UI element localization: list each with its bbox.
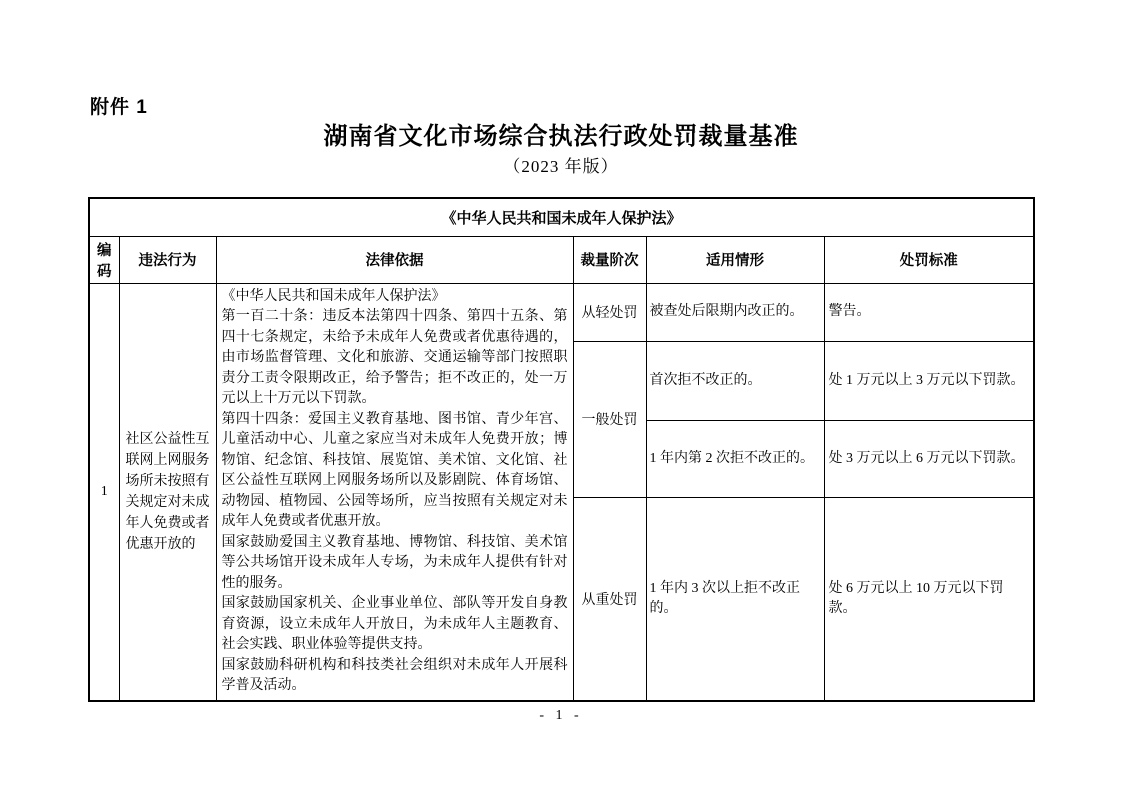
cell-violation: 社区公益性互联网上网服务场所未按照有关规定对未成年人免费或者优惠开放的 — [119, 283, 216, 701]
cell-standard-lenient: 警告。 — [824, 283, 1034, 341]
penalty-standards-table — [88, 197, 1035, 702]
cell-situation-severe: 1 年内 3 次以上拒不改正的。 — [646, 498, 824, 701]
cell-tier-general: 一般处罚 — [573, 341, 646, 498]
cell-tier-severe: 从重处罚 — [573, 498, 646, 701]
cell-situation-lenient: 被查处后限期内改正的。 — [646, 283, 824, 341]
column-header-violation: 违法行为 — [119, 236, 216, 283]
cell-code: 1 — [89, 283, 119, 701]
document-title: 湖南省文化市场综合执法行政处罚裁量基准 — [323, 123, 799, 150]
cell-standard-general-first: 处 1 万元以上 3 万元以下罚款。 — [824, 341, 1034, 421]
column-header-standard: 处罚标准 — [824, 236, 1034, 283]
document-subtitle: （2023 年版） — [503, 157, 619, 176]
cell-legal-basis: 《中华人民共和国未成年人保护法》 第一百二十条：违反本法第四十四条、第四十五条、第四十七条规定，未给予未成年人免费或者优惠待遇的，由市场监督管理、文化和旅游、交通运输等部门按照职责分工责令限期改正，给予警告；拒不改正的，处一万元以上十万元以下罚款。 第四十四条：爱国主义教育基地、图书馆、青少年宫、儿童活动中心、儿童之家应当对未成年人免费开放；博物馆、纪念馆、科技馆、展览馆、美术馆、文化馆、社区公益性互联网上网服务场所以及影剧院、体育场馆、动物园、植物园、公园等场所，应当按照有关规定对未成年人免费或者优惠开放。 国家鼓励爱国主义教育基地、博物馆、科技馆、美术馆等公共场馆开设未成年人专场，为未成年人提供有针对性的服务。 国家鼓励国家机关、企业事业单位、部队等开发自身教育资源，设立未成年人开放日，为未成年人主题教育、社会实践、职业体验等提供支持。 国家鼓励科研机构和科技类社会组织对未成年人开展科学普及活动。 — [216, 283, 573, 701]
table-law-title: 《中华人民共和国未成年人保护法》 — [89, 198, 1034, 236]
attachment-label: 附件 1 — [90, 97, 148, 118]
column-header-situation: 适用情形 — [646, 236, 824, 283]
cell-situation-general-second: 1 年内第 2 次拒不改正的。 — [646, 421, 824, 498]
column-header-code: 编码 — [89, 236, 119, 283]
table-row — [89, 283, 1034, 341]
column-header-legal-basis: 法律依据 — [216, 236, 573, 283]
cell-standard-severe: 处 6 万元以上 10 万元以下罚款。 — [824, 498, 1034, 701]
cell-tier-lenient: 从轻处罚 — [573, 283, 646, 341]
column-header-tier: 裁量阶次 — [573, 236, 646, 283]
cell-situation-general-first: 首次拒不改正的。 — [646, 341, 824, 421]
page-number: - 1 - — [539, 708, 583, 723]
cell-standard-general-second: 处 3 万元以上 6 万元以下罚款。 — [824, 421, 1034, 498]
